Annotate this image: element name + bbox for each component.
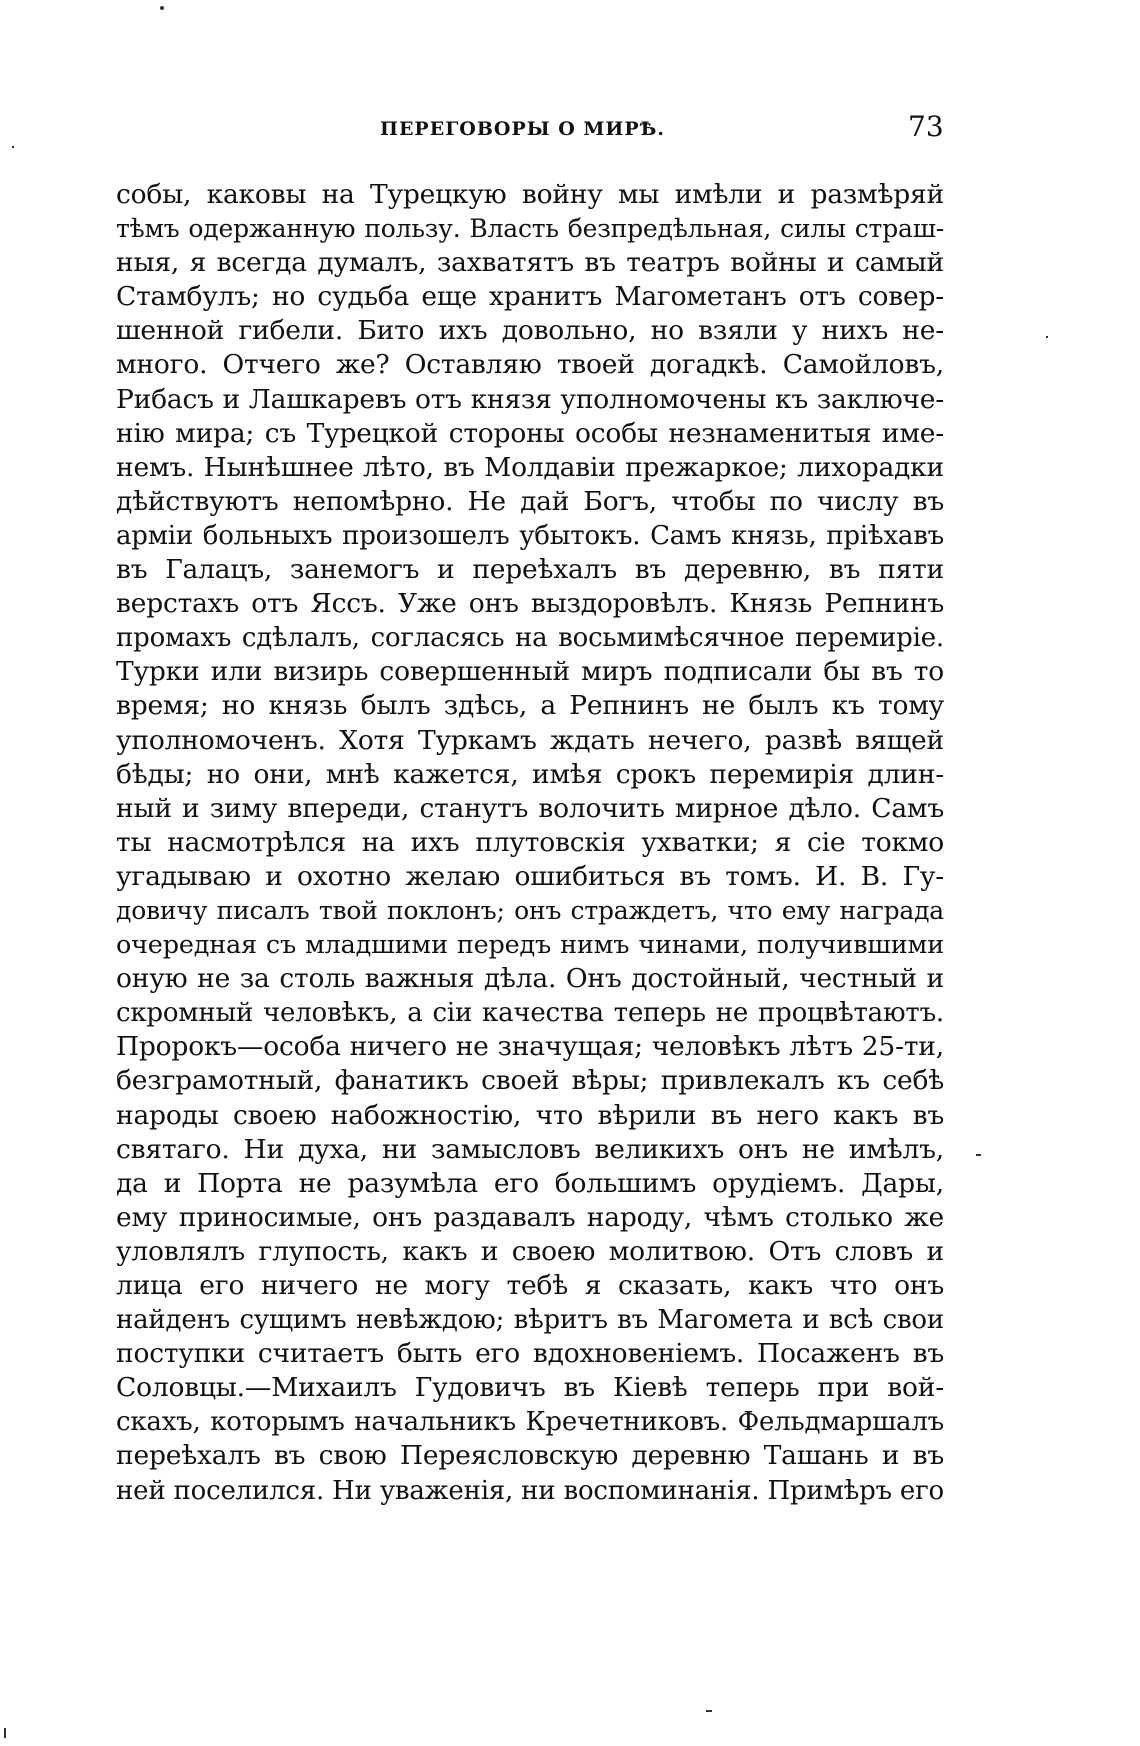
- text-line: уловлялъ глупость, какъ и своею молитвою. Отъ словъ и: [116, 1235, 944, 1267]
- scan-speck: [12, 146, 14, 148]
- text-line: очередная съ младшими передъ нимъ чинами, получившими: [116, 930, 944, 961]
- running-title: ПЕРЕГОВОРЫ О МИРѢ.: [380, 118, 665, 140]
- text-line: Стамбулъ; но судьба еще хранитъ Магометанъ отъ совер-: [116, 281, 944, 313]
- text-line: верстахъ отъ Яссъ. Уже онъ выздоровѣлъ. Князь Репнинъ: [116, 588, 944, 620]
- text-line: немъ. Нынѣшнее лѣто, въ Молдавіи прежаркое; лихорадки: [116, 451, 944, 483]
- text-line: собы, каковы на Турецкую войну мы имѣли и размѣряй: [116, 179, 944, 210]
- text-line: найденъ сущимъ невѣждою; вѣритъ въ Магомета и всѣ свои: [116, 1305, 944, 1336]
- text-line: дѣйствуютъ непомѣрно. Не дай Богъ, чтобы по числу въ: [116, 485, 944, 517]
- body-text: [116, 178, 944, 1508]
- text-line: Пророкъ—особа ничего не значущая; человѣкъ лѣтъ 25-ти,: [116, 1031, 944, 1063]
- scan-speck: [160, 6, 164, 10]
- text-line: да и Порта не разумѣла его большимъ орудіемъ. Дары,: [116, 1167, 944, 1199]
- text-line: Соловцы.—Михаилъ Гудовичъ въ Кіевѣ теперь при вой-: [116, 1372, 944, 1404]
- text-line: бѣды; но они, мнѣ кажется, имѣя срокъ перемирія длин-: [116, 758, 944, 790]
- text-line: скромный человѣкъ, а сіи качества теперь не процвѣтаютъ.: [116, 998, 944, 1029]
- text-line: нію мира; съ Турецкой стороны особы незнаменитыя име-: [116, 417, 944, 449]
- text-line: ней поселился. Ни уваженія, ни воспоминанія. Примѣръ его: [116, 1475, 944, 1506]
- text-line: лица его ничего не могу тебѣ я сказать, какъ что онъ: [116, 1270, 944, 1301]
- text-line: арміи больныхъ произошелъ убытокъ. Самъ князь, пріѣхавъ: [116, 520, 944, 551]
- scan-speck: [976, 1154, 981, 1156]
- text-line: ему приносимые, онъ раздавалъ народу, чѣмъ столько же: [116, 1201, 944, 1233]
- scan-speck: [4, 1728, 6, 1738]
- text-line: поступки считаетъ быть его вдохновеніемъ. Посаженъ въ: [116, 1338, 944, 1370]
- text-line: тѣмъ одержанную пользу. Власть безпредѣльная, силы страш-: [116, 214, 944, 244]
- text-line: святаго. Ни духа, ни замысловъ великихъ онъ не имѣлъ,: [116, 1133, 944, 1165]
- text-line: время; но князь былъ здѣсь, а Репнинъ не былъ къ тому: [116, 690, 944, 722]
- text-line: безграмотный, фанатикъ своей вѣры; привлекалъ къ себѣ: [116, 1065, 944, 1097]
- text-line: ныя, я всегда думалъ, захватятъ въ театръ войны и самый: [116, 247, 944, 279]
- text-line: скахъ, которымъ начальникъ Кречетниковъ. Фельдмаршалъ: [116, 1407, 944, 1438]
- text-line: Рибасъ и Лашкаревъ отъ князя уполномочены къ заключе-: [116, 383, 944, 415]
- text-line: въ Галацъ, занемогъ и переѣхалъ въ деревню, въ пяти: [116, 554, 944, 586]
- page-number: 73: [908, 110, 944, 143]
- text-line: уполномоченъ. Хотя Туркамъ ждать нечего, развѣ вящей: [116, 724, 944, 756]
- text-line: шенной гибели. Бито ихъ довольно, но взяли у нихъ не-: [116, 315, 944, 347]
- text-line: ный и зиму впереди, станутъ волочить мирное дѣло. Самъ: [116, 792, 944, 824]
- scan-speck: [706, 1710, 712, 1712]
- text-line: довичу писалъ твой поклонъ; онъ страждетъ, что ему награда: [116, 895, 944, 925]
- text-line: оную не за столь важныя дѣла. Онъ достойный, честный и: [116, 963, 944, 995]
- text-line: переѣхалъ въ свою Переясловскую деревню Ташань и въ: [116, 1440, 944, 1472]
- text-line: ты насмотрѣлся на ихъ плутовскія ухватки; я сіе токмо: [116, 826, 944, 858]
- text-line: народы своею набожностію, что вѣрили въ него какъ въ: [116, 1099, 944, 1131]
- text-line: много. Отчего же? Оставляю твоей догадкѣ. Самойловъ,: [116, 349, 944, 381]
- text-line: угадываю и охотно желаю ошибиться въ томъ. И. В. Гу-: [116, 860, 944, 892]
- text-line: промахъ сдѣлалъ, согласясь на восьмимѣсячное перемиріе.: [116, 623, 944, 654]
- scan-speck: [1046, 336, 1048, 338]
- text-line: Турки или визирь совершенный миръ подписали бы въ то: [116, 656, 944, 688]
